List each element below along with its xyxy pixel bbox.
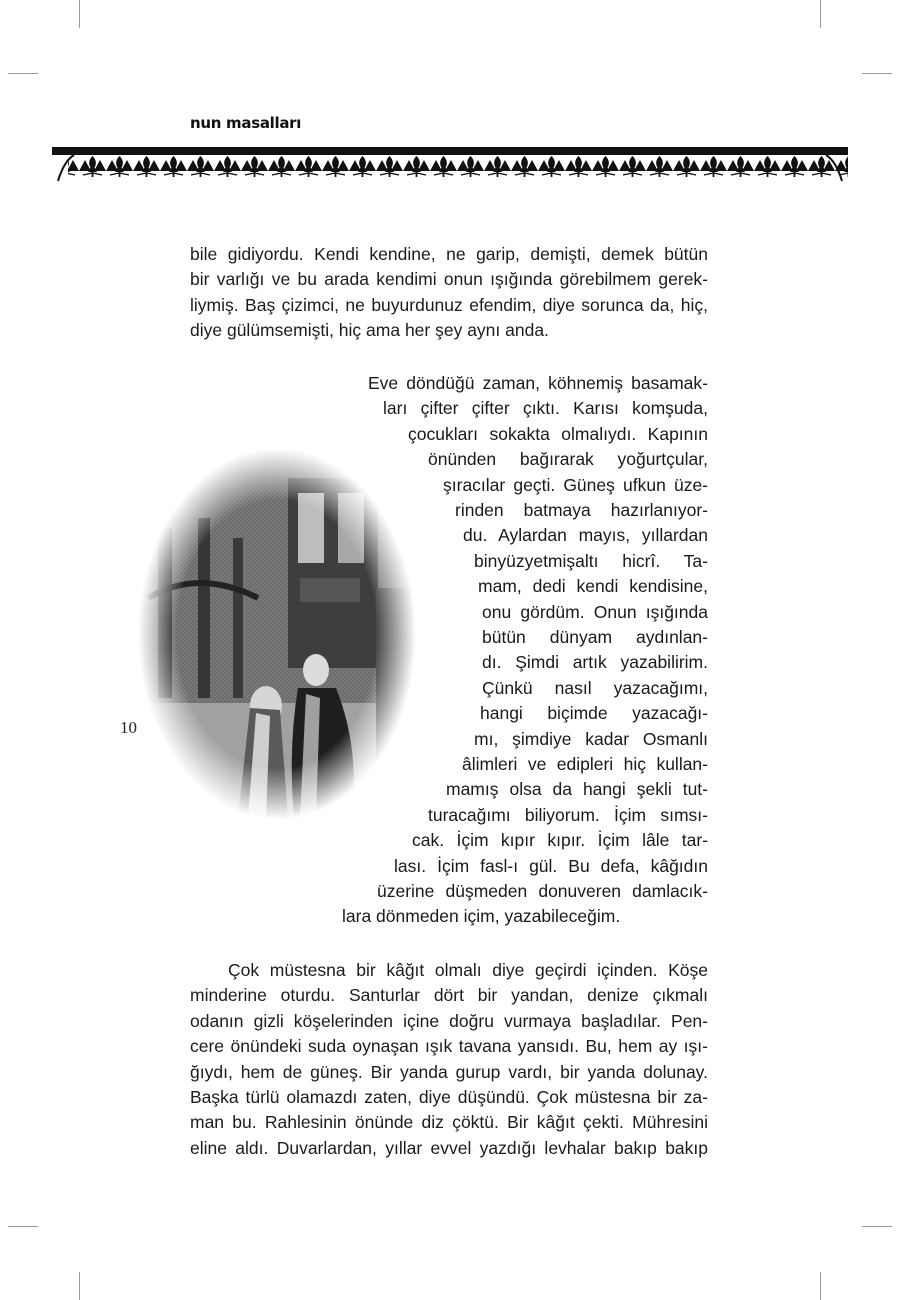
text-line: hangi biçimde yazacağı- [480, 703, 708, 724]
text-line: Başka türlü olamazdı zaten, diye düşündü. Çok müstesna bir za- [190, 1087, 708, 1108]
ornamental-border [52, 147, 848, 187]
text-line: bütün dünyam aydınlan- [482, 627, 708, 647]
crop-mark [862, 73, 892, 74]
text-line: cak. İçim kıpır kıpır. İçim lâle tar- [412, 830, 708, 851]
text-line: dı. Şimdi artık yazabilirim. [482, 652, 708, 673]
text-line: liymiş. Baş çizimci, ne buyurdunuz efendim, diye sorunca da, hiç, [190, 294, 708, 315]
crop-mark [820, 1272, 821, 1300]
running-head: nun masalları [190, 114, 302, 132]
text-line: du. Aylardan mayıs, yıllardan [463, 525, 708, 546]
text-line: turacağımı biliyorum. İçim sımsı- [428, 804, 708, 825]
text-line: ğıydı, hem de güneş. Bir yanda gurup vardı, bir yanda dolunay. [190, 1061, 708, 1082]
paragraph-top [190, 242, 708, 344]
text-line: onu gördüm. Onun ışığında [482, 601, 708, 622]
text-line: minderine oturdu. Santurlar dört bir yandan, denize çıkmalı [190, 985, 708, 1006]
crop-mark [862, 1226, 892, 1227]
text-line: mı, şimdiye kadar Osmanlı [474, 728, 708, 749]
text-line: şıracılar geçti. Güneş ufkun üze- [443, 474, 708, 495]
text-line: önünden bağırarak yoğurtçular, [428, 449, 708, 470]
text-line: âlimleri ve edipleri hiç kullan- [462, 754, 708, 774]
text-line: üzerine düşmeden donuveren damlacık- [377, 881, 708, 901]
text-line: bir varlığı ve bu arada kendimi onun ışığında görebilmem gerek- [190, 269, 708, 290]
text-line: Çok müstesna bir kâğıt olmalı diye geçirdi içinden. Köşe [228, 960, 708, 980]
crop-mark [820, 0, 821, 28]
text-line: man bu. Rahlesinin önünde diz çöktü. Bir kâğıt çekti. Mühresini [190, 1112, 708, 1133]
text-line: Çünkü nasıl yazacağımı, [482, 677, 708, 698]
text-line: cere önündeki suda oynaşan ışık tavana yansıdı. Bu, hem ay ışı- [190, 1036, 708, 1057]
text-line: mamış olsa da hangi şekli tut- [446, 779, 708, 800]
text-line: binyüzyetmişaltı hicrî. Ta- [474, 550, 708, 571]
crop-mark [79, 1272, 80, 1300]
text-line: lara dönmeden içim, yazabileceğim. [342, 906, 621, 927]
text-line: odanın gizli köşelerinden içine doğru vurmaya başladılar. Pen- [190, 1010, 708, 1031]
crop-mark [79, 0, 80, 28]
text-line: rinden batmaya hazırlanıyor- [455, 500, 708, 520]
text-line: bile gidiyordu. Kendi kendine, ne garip, demişti, demek bütün [190, 244, 708, 264]
paragraph-bottom [190, 958, 708, 1161]
page-number: 10 [120, 718, 137, 737]
text-line: lası. İçim fasl-ı gül. Bu defa, kâğıdın [394, 855, 708, 876]
vignette-illustration [138, 448, 416, 820]
crop-mark [8, 73, 38, 74]
text-line: mam, dedi kendi kendisine, [478, 576, 708, 597]
text-line: çocukları sokakta olmalıydı. Kapının [408, 423, 708, 444]
crop-mark [8, 1226, 38, 1227]
text-line: eline aldı. Duvarlardan, yıllar evvel yazdığı levhalar bakıp bakıp [190, 1137, 708, 1158]
text-line: Eve döndüğü zaman, köhnemiş basamak- [368, 373, 708, 393]
text-line: diye gülümsemişti, hiç ama her şey aynı anda. [190, 320, 549, 341]
text-line: ları çifter çifter çıktı. Karısı komşuda, [383, 398, 708, 419]
